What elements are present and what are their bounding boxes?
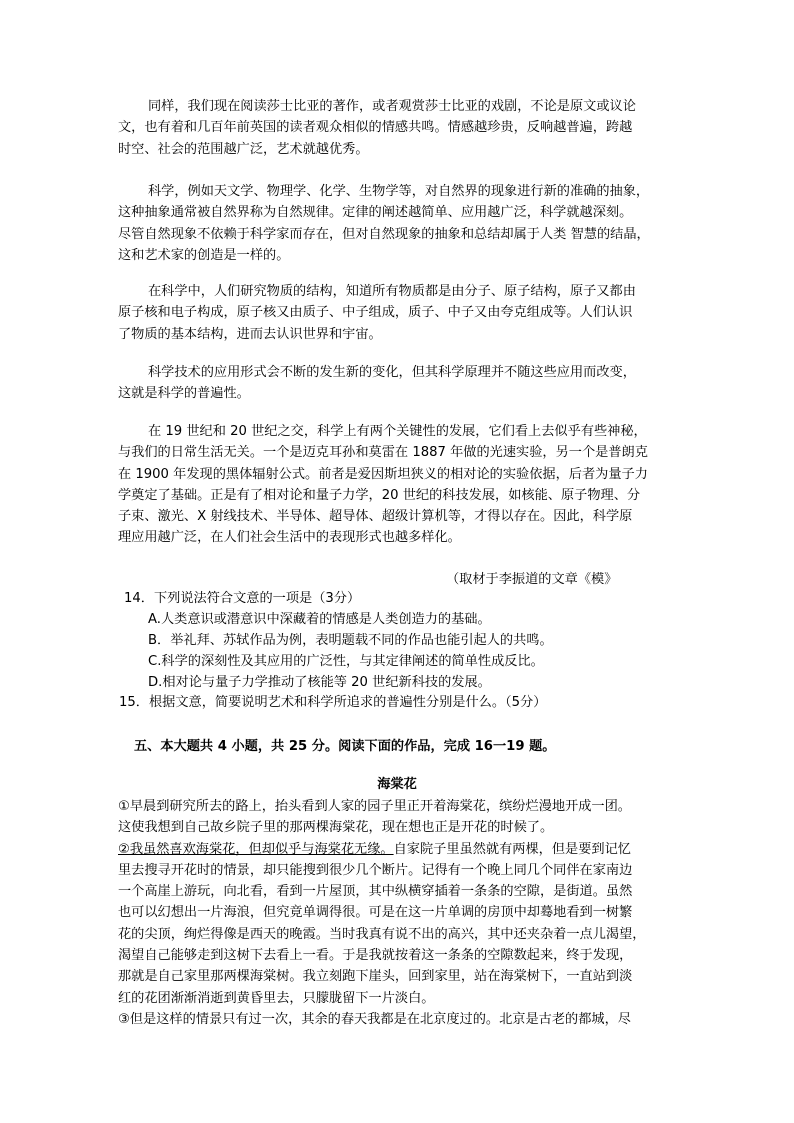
source-citation: （取材于李振道的文章《模》 — [446, 572, 618, 587]
text-line: 文，也有着和几百年前英国的读者观众相似的情感共鸣。情感越珍贵，反响越普遍，跨越 — [118, 120, 633, 136]
option-b: B．举礼拜、苏轼作品为例，表明题载不同的作品也能引起人的共鸣。 — [148, 633, 553, 648]
option-c: C.科学的深刻性及其应用的广泛性，与其定律阐述的简单性成反比。 — [148, 654, 544, 669]
text-line: 了物质的基本结构，进而去认识世界和宇宙。 — [118, 326, 382, 342]
text-line: 这就是科学的普遍性。 — [118, 386, 250, 402]
underlined-sentence: ②我虽然喜欢海棠花，但却似乎与海棠花无缘。 — [118, 841, 394, 857]
section-heading: 五、本大题共 4 小题，共 25 分。阅读下面的作品，完成 16一19 题。 — [134, 739, 556, 754]
text-line: 那就是自己家里那两棵海棠树。我立刻跑下崖头，回到家里，站在海棠树下，一直站到淡 — [118, 969, 633, 985]
text-line: ③但是这样的情景只有过一次，其余的春天我都是在北京度过的。北京是古老的都城，尽 — [118, 1011, 631, 1027]
text-line: 在科学中，人们研究物质的结构，知道所有物质都是由分子、原子结构，原子又都由 — [148, 284, 636, 299]
paragraph-art-resonance — [118, 96, 684, 160]
text-line: 在 1900 年发现的黑体辐射公式。前者是爱因斯坦狭义的相对论的实验依据，后者为量子力 — [118, 466, 648, 482]
story-title: 海棠花 — [377, 777, 417, 792]
text-line: 渴望自己能够走到这树下去看上一看。于是我就按着这一条条的空隙数起来，终于发现， — [118, 948, 633, 964]
text-line: 科学技术的应用形式会不断的发生新的变化，但其科学原理并不随这些应用而改变， — [148, 365, 636, 380]
option-d: D.相对论与量子力学推动了核能等 20 世纪新科技的发展。 — [148, 675, 491, 690]
text-line: 这种抽象通常被自然界称为自然规律。定律的阐述越简单、应用越广泛，科学就越深刻。 — [118, 205, 633, 221]
option-a: A.人类意识或潜意识中深藏着的情感是人类创造力的基础。 — [148, 612, 491, 627]
text-line: 学奠定了基础。正是有了相对论和量子力学，20 世纪的科技发展，如核能、原子物理、分 — [118, 487, 641, 503]
text-line: 理应用越广泛，在人们社会生活中的表现形式也越多样化。 — [118, 530, 461, 546]
paragraph-science-abstraction — [118, 181, 684, 266]
text-line: 同样，我们现在阅读莎士比亚的著作，或者观赏莎士比亚的戏剧，不论是原文或议论 — [148, 99, 636, 114]
text-line: 一个高崖上游玩，向北看，看到一片屋顶，其中纵横穿插着一条条的空隙，是街道。虽然 — [118, 884, 633, 900]
paragraph-century-developments — [118, 421, 684, 549]
text-line: 科学，例如天文学、物理学、化学、生物学等，对自然界的现象进行新的准确的抽象， — [148, 184, 650, 199]
text-line: 这使我想到自己故乡院子里的那两棵海棠花，现在想也正是开花的时候了。 — [118, 820, 554, 836]
text-line: 花的尖顶，绚烂得像是西天的晚霞。当时我真有说不出的高兴，其中还夹杂着一点儿渴望， — [118, 926, 646, 942]
text-line: 原子核和电子构成，原子核又由质子、中子组成，质子、中子又由夸克组成等。人们认识 — [118, 305, 633, 321]
text-line: 这和艺术家的创造是一样的。 — [118, 247, 290, 263]
text-segment: 自家院子里虽然就有两棵，但是要到记忆 — [393, 841, 631, 857]
paragraph-science-universality — [118, 362, 684, 405]
text-line: 红的花团渐渐消逝到黄昏里去，只朦胧留下一片淡白。 — [118, 990, 435, 1006]
text-line: 与我们的日常生活无关。一个是迈克耳孙和莫雷在 1887 年做的光速实验，另一个是普朗克 — [118, 445, 648, 461]
text-line: ①早晨到研究所去的路上，抬头看到人家的园子里正开着海棠花，缤纷烂漫地开成一团。 — [118, 799, 631, 814]
text-line: 子束、激光、X 射线技术、半导体、超导体、超级计算机等，才得以存在。因此，科学原 — [118, 509, 633, 525]
story-body — [118, 796, 684, 1030]
text-line — [118, 839, 684, 860]
text-line: 时空、社会的范围越广泛，艺术就越优秀。 — [118, 141, 369, 157]
text-line: 尽管自然现象不依赖于科学家而存在，但对自然现象的抽象和总结却属于人类 智慧的结晶， — [118, 226, 650, 242]
question-14: 14．下列说法符合文意的一项是（3分） — [124, 591, 361, 606]
text-line: 在 19 世纪和 20 世纪之交，科学上有两个关键性的发展，它们看上去似乎有些神秘， — [148, 424, 647, 439]
text-line: 里去搜寻开花时的情景，却只能搜到很少几个断片。记得有一个晚上同几个同伴在家南边 — [118, 862, 633, 878]
question-15: 15．根据文意，简要说明艺术和科学所追求的普遍性分别是什么。（5分） — [119, 695, 547, 710]
text-line: 也可以幻想出一片海浪，但究竟单调得很。可是在这一片单调的房顶中却蓦地看到一树繁 — [118, 905, 633, 921]
paragraph-matter-structure — [118, 281, 684, 345]
